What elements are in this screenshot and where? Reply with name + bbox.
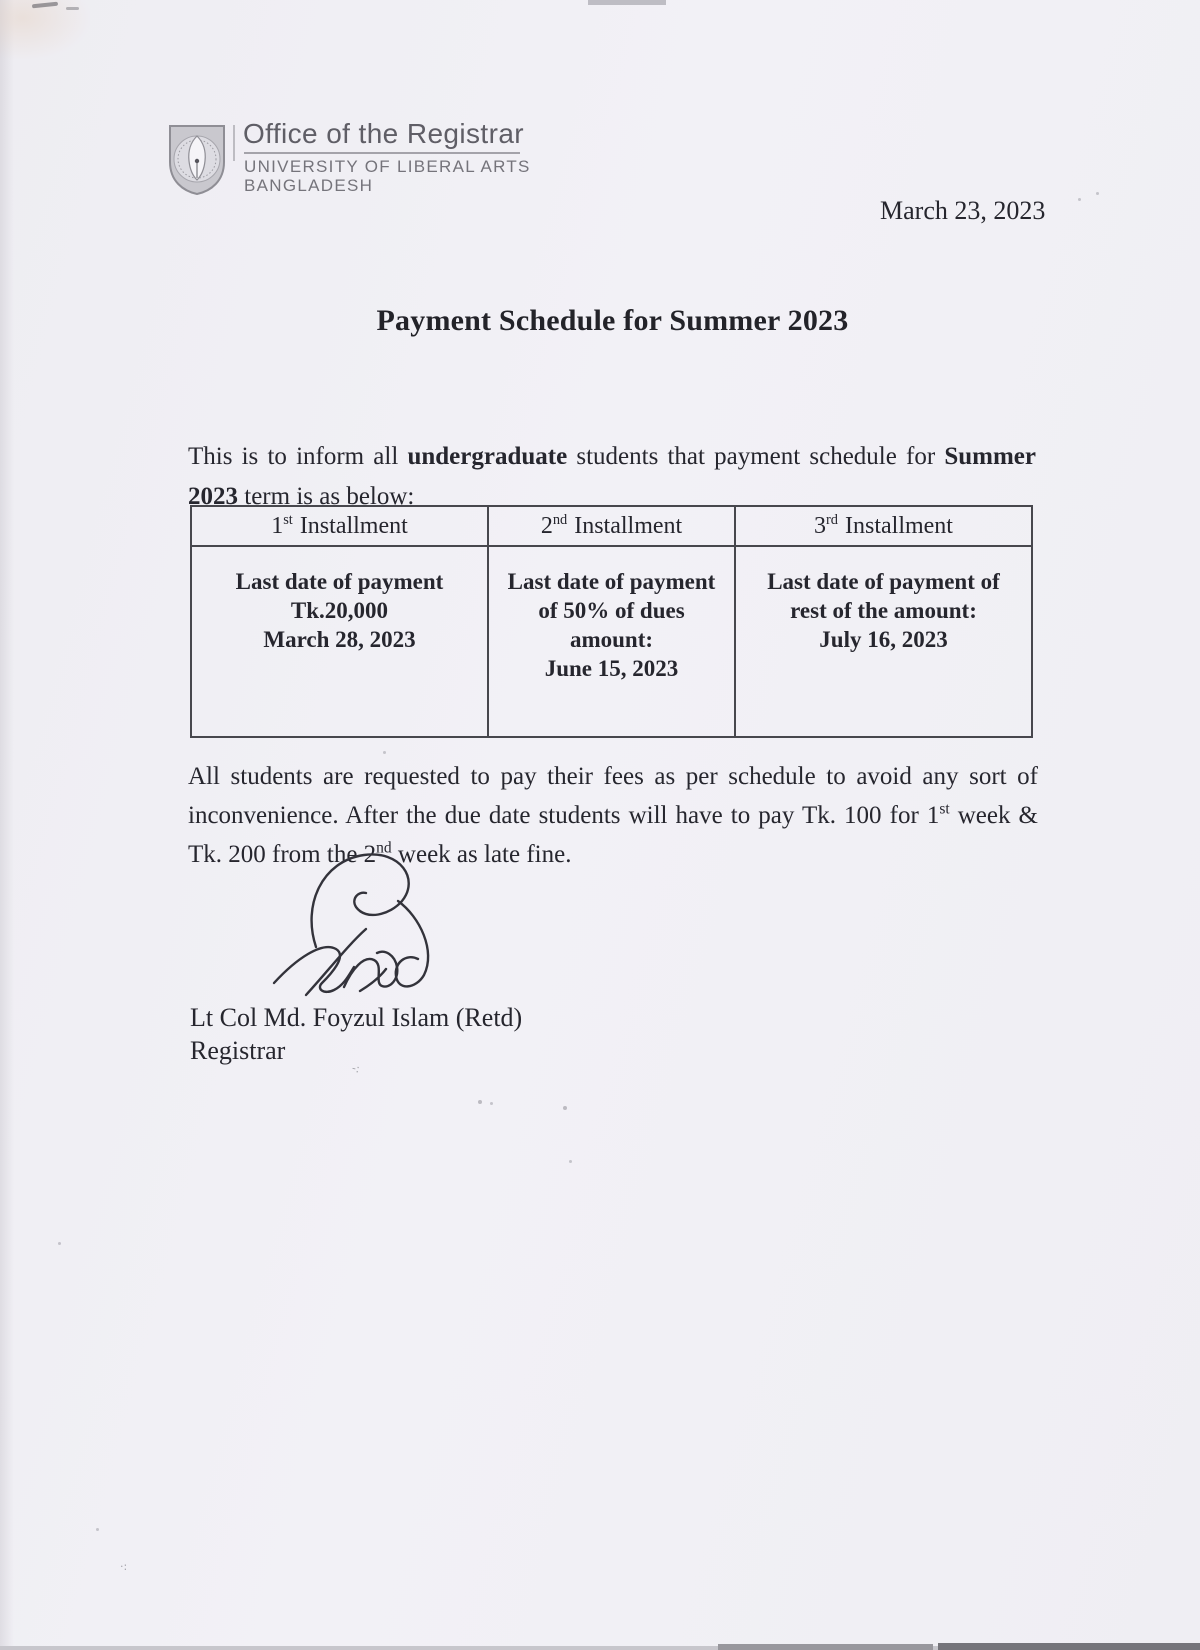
ordinal-suffix: nd [552, 512, 568, 528]
cell-line: March 28, 2023 [263, 627, 416, 652]
university-name-line2: BANGLADESH [244, 176, 374, 195]
scan-speck: -: [350, 1061, 361, 1076]
intro-text: term is as below: [238, 483, 415, 510]
scan-speck [383, 751, 386, 754]
closing-text: week & Tk. 200 from the 2 [188, 802, 1038, 868]
scan-edge-shadow [0, 0, 14, 1650]
scan-speck [1078, 198, 1081, 201]
university-name-line1: UNIVERSITY OF LIBERAL ARTS [244, 157, 531, 176]
cell-line: amount: [569, 627, 654, 652]
cell-line: July 16, 2023 [819, 627, 948, 652]
header-cell-installment-1: 1st Installment [191, 506, 488, 546]
scan-speck [478, 1100, 482, 1104]
scan-bottom-edge-darker [938, 1643, 1200, 1650]
signatory-role: Registrar [190, 1036, 286, 1065]
cell-installment-2 [488, 546, 735, 737]
scan-speck [58, 1242, 61, 1245]
scan-speck [490, 1102, 493, 1105]
cell-line: Tk.20,000 [290, 598, 389, 623]
scan-artifact-bar [588, 0, 666, 5]
scan-bottom-edge-dark [718, 1644, 933, 1650]
cell-line: rest of the amount: [790, 598, 977, 623]
logo-frame-tick [233, 125, 235, 161]
letterhead-divider [244, 152, 520, 154]
scan-speck [96, 1528, 99, 1531]
header-cell-installment-2: 2nd Installment [488, 506, 735, 546]
letter-date: March 23, 2023 [880, 196, 1046, 225]
scan-speck [1096, 192, 1099, 195]
scan-artifact-mark [66, 7, 79, 10]
handwritten-signature [248, 843, 463, 1018]
cell-line: June 15, 2023 [544, 656, 679, 681]
scan-speck [563, 1106, 567, 1110]
table-body-row [191, 546, 1032, 737]
ordinal-suffix: st [283, 512, 293, 528]
cell-line: of 50% of dues [538, 598, 685, 623]
university-crest-logo-icon [166, 122, 228, 197]
cell-line: Last date of payment [507, 569, 716, 594]
intro-text: students that payment schedule for [567, 443, 945, 470]
table-header-row [191, 506, 1032, 546]
intro-bold-undergraduate: undergraduate [407, 443, 568, 470]
closing-text: All students are requested to pay their fees as per schedule to avoid any sort of inconvenience. After the due date students will have to pay Tk. 100 for 1 [188, 763, 1038, 829]
scan-speck: ·: [120, 1560, 128, 1573]
cell-line: Last date of payment [235, 569, 444, 594]
closing-text: week as late fine. [391, 841, 572, 868]
cell-line: Last date of payment of [767, 569, 1000, 594]
ordinal-suffix: st [939, 800, 950, 818]
cell-installment-3 [735, 546, 1032, 737]
document-title: Payment Schedule for Summer 2023 [376, 304, 849, 337]
ordinal-suffix: nd [376, 839, 392, 857]
ordinal-suffix: rd [826, 512, 838, 528]
header-cell-installment-3: 3rd Installment [735, 506, 1032, 546]
cell-installment-1 [191, 546, 488, 737]
intro-bold-term: Summer 2023 [188, 443, 1036, 510]
intro-text: This is to inform all [188, 443, 408, 470]
office-name: Office of the Registrar [243, 118, 525, 149]
payment-schedule-table [190, 505, 1033, 738]
signatory-name: Lt Col Md. Foyzul Islam (Retd) [190, 1003, 523, 1032]
scan-speck [569, 1160, 572, 1163]
